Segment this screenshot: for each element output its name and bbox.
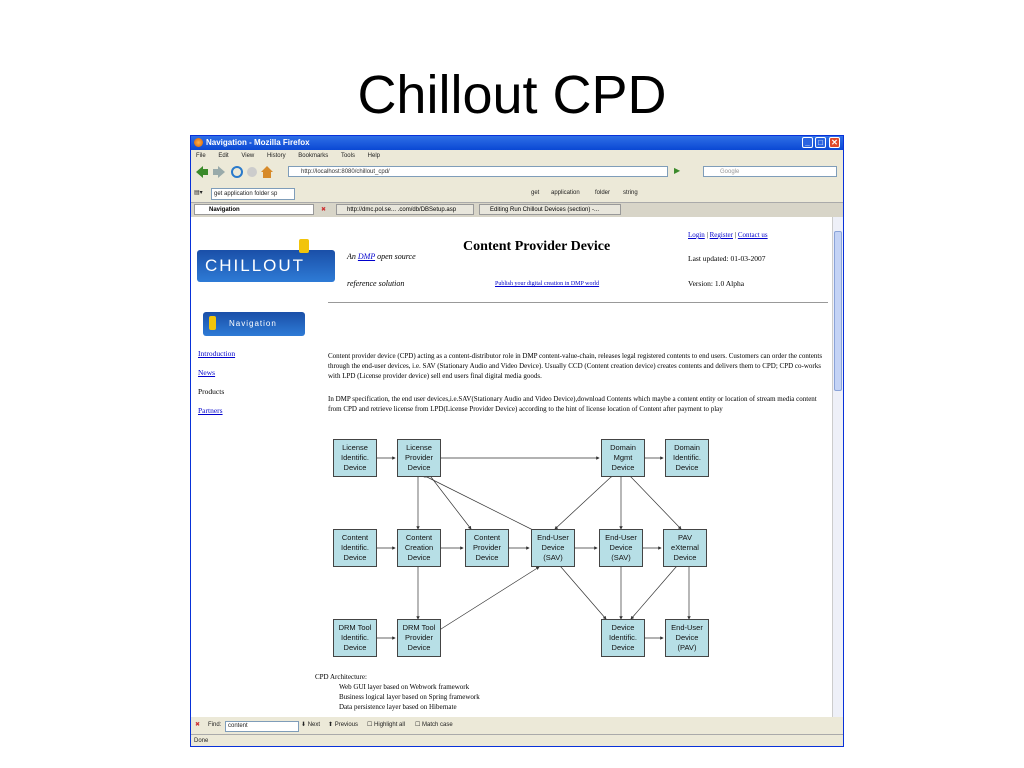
find-input[interactable]: content — [225, 721, 299, 732]
search-input[interactable]: Google — [703, 166, 837, 177]
version-label: Version: 1.0 Alpha — [688, 279, 745, 288]
window-title: Navigation - Mozilla Firefox — [206, 138, 310, 147]
nav-buttons-icons — [195, 165, 283, 179]
custom-toolbar — [191, 185, 843, 201]
title-bar — [191, 136, 843, 150]
account-links: Login | Register | Contact us — [688, 231, 768, 239]
box-drm-tool-provider-device: DRM Tool Provider Device — [397, 619, 441, 657]
highlight-all-checkbox[interactable]: ☐ Highlight all — [367, 722, 406, 728]
tagline-suffix: open source — [377, 252, 416, 261]
forward-icon[interactable] — [213, 166, 225, 178]
last-updated: Last updated: 01-03-2007 — [688, 254, 766, 263]
highlight-all-label: Highlight all — [374, 722, 406, 728]
box-content-creation-device: Content Creation Device — [397, 529, 441, 567]
architecture-section — [315, 672, 480, 712]
box-domain-mgmt-device: Domain Mgmt Device — [601, 439, 645, 477]
side-link-partners[interactable]: Partners — [198, 406, 223, 415]
header-divider — [328, 302, 828, 303]
login-link[interactable]: Login — [688, 231, 705, 239]
architecture-item: Data persistence layer based on Hibernate — [339, 703, 457, 711]
navigation-button[interactable] — [203, 312, 305, 336]
find-bar — [191, 719, 843, 732]
minimize-button[interactable]: _ — [802, 137, 813, 148]
toolbar-dropdown[interactable]: get application folder sp — [211, 188, 295, 200]
box-drm-tool-identific-device: DRM Tool Identific. Device — [333, 619, 377, 657]
toolbar-item-application[interactable]: application — [551, 190, 580, 196]
menu-history[interactable]: History — [266, 153, 286, 159]
find-next-button[interactable]: ⬇ Next — [301, 722, 321, 728]
reload-icon[interactable] — [232, 167, 242, 177]
url-input[interactable]: http://localhost:8080/chillout_cpd/ — [288, 166, 668, 177]
navigation-glass-icon — [209, 316, 216, 330]
match-case-label: Match case — [422, 722, 453, 728]
side-link-news[interactable]: News — [198, 368, 216, 377]
navigation-button-label: Navigation — [229, 319, 277, 328]
intro-paragraph: Content provider device (CPD) acting as a content-distributor role in DMP content-value-chain, releases legal registered contents to end users. Customers can order the contents through the end-user devices, i.e. SAV (Stationary Audio and Video Device). Usually CCD (Content creation device) creates contents and delivers them to CPD; CPD co-works with LPD (License provider device) sell end users final digital media goods. — [328, 352, 823, 380]
tab-navigation[interactable]: Navigation — [194, 204, 314, 215]
architecture-diagram — [331, 439, 721, 664]
spec-paragraph: In DMP specification, the end user devices,i.e.SAV(Stationary Audio and Video Device),download Contents which maybe a content entity or location of stream media content from CPD and retrieve license from LPD(License Provider Device) according to the hint of license location of Content after payment to play — [328, 395, 817, 413]
menu-file[interactable]: File — [196, 153, 206, 159]
menu-view[interactable]: View — [241, 153, 255, 159]
chillout-logo — [197, 250, 335, 282]
close-tab-icon[interactable]: ✖ — [321, 207, 327, 213]
back-icon[interactable] — [196, 166, 208, 178]
slide-title: Chillout CPD — [357, 65, 667, 125]
tagline — [347, 252, 416, 261]
menu-bar — [191, 150, 843, 162]
find-label: Find: — [208, 722, 222, 728]
box-end-user-device-sav-2: End-User Device (SAV) — [599, 529, 643, 567]
stop-icon[interactable] — [247, 167, 257, 177]
side-nav — [198, 344, 235, 420]
box-end-user-device-pav: End-User Device (PAV) — [665, 619, 709, 657]
toolbar-item-folder[interactable]: folder — [595, 190, 611, 196]
box-content-identific-device: Content Identific. Device — [333, 529, 377, 567]
box-end-user-device-sav-1: End-User Device (SAV) — [531, 529, 575, 567]
architecture-title: CPD Architecture: — [315, 673, 367, 681]
maximize-button[interactable]: □ — [815, 137, 826, 148]
tab-bar — [191, 202, 843, 218]
box-license-provider-device: License Provider Device — [397, 439, 441, 477]
close-find-icon[interactable]: ✖ — [195, 722, 201, 728]
box-content-provider-device: Content Provider Device — [465, 529, 509, 567]
match-case-checkbox[interactable]: ☐ Match case — [415, 722, 453, 728]
find-previous-button[interactable]: ⬆ Previous — [328, 722, 359, 728]
find-previous-label: Previous — [334, 722, 359, 728]
status-bar — [191, 734, 843, 747]
contact-link[interactable]: Contact us — [737, 231, 768, 239]
page-heading: Content Provider Device — [463, 239, 611, 254]
status-text: Done — [194, 738, 209, 744]
box-device-identific-device: Device Identific. Device — [601, 619, 645, 657]
architecture-item: Web GUI layer based on Webwork framework — [339, 683, 470, 691]
menu-tools[interactable]: Tools — [340, 153, 355, 159]
find-next-label: Next — [307, 722, 321, 728]
page-content — [191, 217, 832, 717]
box-license-identific-device: License Identific. Device — [333, 439, 377, 477]
vertical-scrollbar[interactable] — [832, 217, 843, 717]
tagline-prefix: An — [347, 252, 356, 261]
logo-glass-icon — [299, 239, 309, 253]
navigation-toolbar — [191, 163, 843, 181]
toolbar-item-get[interactable]: get — [531, 190, 540, 196]
firefox-icon — [194, 138, 203, 147]
tagline-line2: reference solution — [347, 279, 405, 288]
menu-edit[interactable]: Edit — [218, 153, 229, 159]
tab-dbsetup[interactable]: http://dmc.pol.se... .com/db/DBSetup.asp — [336, 204, 474, 215]
dmp-link[interactable]: DMP — [357, 252, 376, 261]
menu-bookmarks[interactable]: Bookmarks — [298, 153, 329, 159]
architecture-item: Business logical layer based on Spring framework — [339, 693, 480, 701]
scroll-thumb[interactable] — [834, 231, 842, 391]
box-pav-external-device: PAV eXternal Device — [663, 529, 707, 567]
register-link[interactable]: Register — [709, 231, 733, 239]
browser-window — [190, 135, 844, 747]
side-link-products[interactable]: Products — [198, 387, 225, 396]
close-button[interactable]: ✕ — [829, 137, 840, 148]
go-icon[interactable]: ▶ — [674, 166, 681, 175]
publish-link[interactable]: Publish your digital creation in DMP world — [495, 281, 600, 287]
toolbar-item-string[interactable]: string — [623, 190, 638, 196]
menu-help[interactable]: Help — [367, 153, 380, 159]
home-icon[interactable] — [261, 166, 273, 178]
side-link-introduction[interactable]: Introduction — [198, 349, 236, 358]
box-domain-identific-device: Domain Identific. Device — [665, 439, 709, 477]
logo-text: CHILLOUT — [205, 256, 306, 275]
tab-editing[interactable]: Editing Run Chillout Devices (section) -... — [479, 204, 621, 215]
toolbar-menu-icon[interactable]: ▤▾ — [194, 190, 203, 196]
